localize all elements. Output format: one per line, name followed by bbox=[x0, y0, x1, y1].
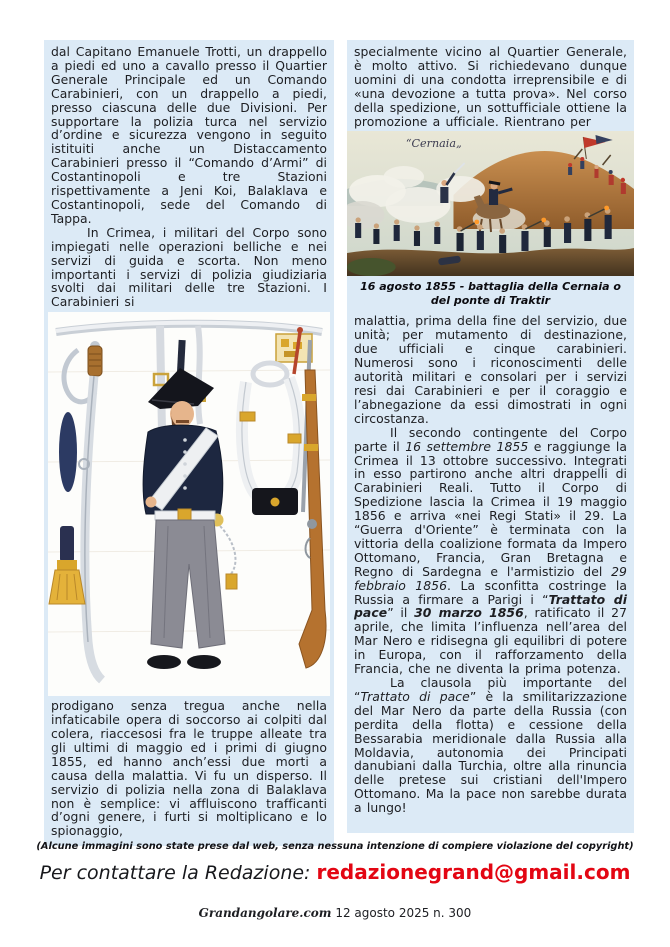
battle-caption: 16 agosto 1855 - battaglia della Cernaia o del ponte di Traktir bbox=[360, 280, 621, 307]
left-top-text bbox=[51, 45, 327, 309]
battle-of-cernaia-painting bbox=[347, 131, 634, 276]
right-main-text bbox=[354, 314, 627, 815]
painting-script-label: “Cernaia„ bbox=[405, 137, 462, 151]
redaction-email-link[interactable]: redazionegrand@gmail.com bbox=[316, 860, 631, 884]
blue-plume bbox=[59, 412, 77, 492]
carabiniere-illustration-svg bbox=[48, 312, 330, 696]
paragraph: In Crimea, i militari del Corpo sono impiegati nelle operazioni belliche e nei servizi di guida e scorta. Non meno importanti i servizi di polizia giudiziaria svolti dai militari delle tre Stazioni. I Carabinieri si bbox=[51, 224, 327, 310]
bushes bbox=[347, 258, 396, 276]
paragraph: specialmente vicino al Quartier Generale, è molto attivo. Si richiedevano dunque uomini di una condotta irreprensibile e di «una devozione a tutta prova». Nel corso della spedizione, un sottufficiale ottiene la promozione a ufficiale. Rientrano per bbox=[354, 44, 627, 129]
left-bottom-text bbox=[51, 699, 327, 838]
left-hand bbox=[146, 497, 157, 508]
cartridge-pack bbox=[276, 334, 312, 362]
left-shoe bbox=[147, 655, 181, 669]
issue-date-number: 12 agosto 2025 n. 300 bbox=[331, 906, 472, 920]
paragraph: prodigano senza tregua anche nella infaticabile opera di soccorso ai colpiti dal colera, riaccesosi fra le truppe alleate tra gli ultimi di maggio ed i primi di giugno 1855, ed hanno anch’essi due morti a causa della malattia. Vi fu un disperso. Il servizio di polizia nella zona di Balaklava non è semplice: vi affluiscono trafficanti d’ogni genere, i furti si moltiplicano e lo spionaggio, bbox=[51, 698, 327, 839]
left-column bbox=[44, 40, 334, 846]
right-shoe bbox=[187, 655, 221, 669]
right-top-text bbox=[354, 45, 627, 128]
battle-painting-svg bbox=[347, 131, 634, 276]
paragraph: malattia, prima della fine del servizio, due unità; per mutamento di destinazione, due ufficiali e cinque carabinieri. Numerosi sono i riconoscimenti delle autorità militari e consolari per i servizi resi dai Carabinieri e per il coraggio e l’abnegazione da essi dimostrati in ogni circostanza. bbox=[354, 313, 627, 426]
issue-line bbox=[0, 906, 670, 920]
carabiniere-uniform-illustration bbox=[48, 312, 330, 696]
belt-buckle bbox=[178, 509, 191, 521]
right-column bbox=[347, 40, 634, 833]
copyright-note: (Alcune immagini sono state prese dal web, senza nessuna intenzione di compiere violazione del copyright) bbox=[36, 841, 634, 852]
contact-line bbox=[0, 860, 670, 884]
magazine-brand: Grandangolare.com bbox=[198, 906, 332, 920]
paragraph: Il secondo contingente del Corpo parte il 16 settembre 1855 e raggiunge la Crimea il 13 ottobre successivo. Integrati in esso partirono anche altri drappelli di Carabinieri Reali. Tutto il Corpo di Spedizione lascia la Crimea il 19 maggio 1856 e arriva «nei Regi Stati» il 29. La “Guerra d'Oriente” è terminata con la vittoria della coalizione formata da Impero Ottomano, Francia, Gran Bretagna e Regno di Sardegna e l'armistizio del 29 febbraio 1856. La sconfitta costringe la Russia a firmare a Parigi i “Trattato di pace” il 30 marzo 1856, ratificato il 27 aprile, che limita l’influenza nell’area del Mar Nero e ridisegna gli equilibri di potere in Europa, con il rafforzamento della Francia, che ne diventa la prima potenza. bbox=[354, 424, 627, 677]
contact-label: Per contattare la Redazione: bbox=[39, 862, 317, 884]
paragraph: La clausola più importante del “Trattato di pace” è la smilitarizzazione del Mar Nero da parte della Russia (con perdita della flotta) e cessione della Bessarabia meridionale dalla Russia alla Moldavia, autonomia dei Principati danubiani dalla Turchia, oltre alla rinuncia delle pretese sui cristiani dell'Impero Ottomano. Ma la pace non sarebbe durata a lungo! bbox=[354, 675, 627, 816]
paragraph: dal Capitano Emanuele Trotti, un drappello a piedi ed uno a cavallo presso il Quartier Generale Principale ed un Comando Carabinieri, con un drappello a piedi, presso ciascuna delle due Divisioni. Per supportare la polizia turca nel servizio d’ordine e sicurezza vengono in seguito istituiti anche un Distaccamento Carabinieri presso il “Comando d’Armi” di Costantinopoli e tre Stazioni rispettivamente a Jeni Koi, Balaklava e Costantinopoli, sede del Comando di Tappa. bbox=[51, 44, 327, 226]
tassel bbox=[226, 574, 237, 589]
